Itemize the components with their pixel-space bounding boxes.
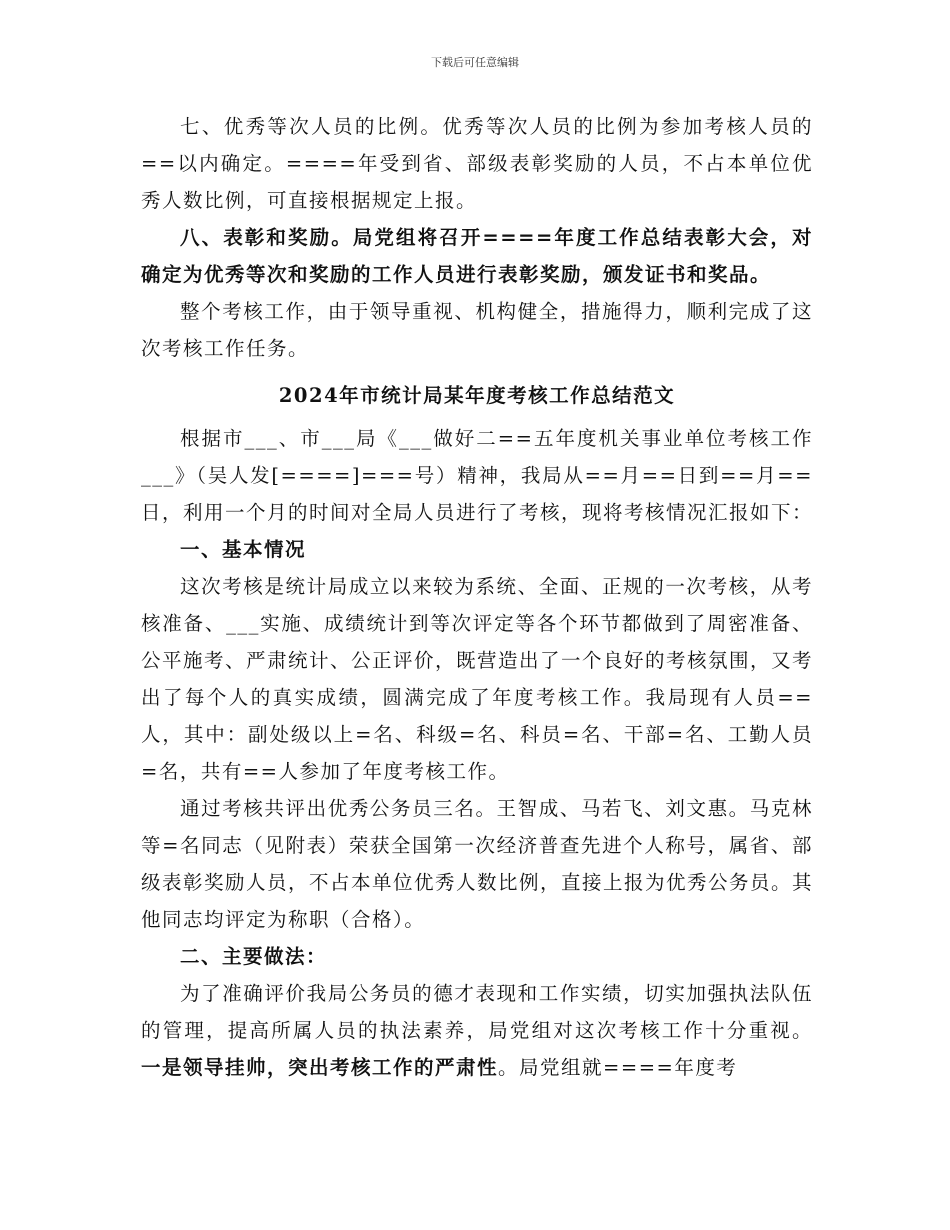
methods-text-intro: 为了准确评价我局公务员的德才表现和工作实绩，切实加强执法队伍的管理，提高所属人员的执法素养，局党组对这次考核工作十分重视。 (141, 982, 813, 1042)
page-header: 下载后可任意编辑 (431, 56, 519, 69)
paragraph-methods (141, 975, 813, 1086)
paragraph-conclusion: 整个考核工作，由于领导重视、机构健全，措施得力，顺利完成了这次考核工作任务。 (141, 300, 813, 360)
paragraph-evaluation-result: 通过考核共评出优秀公务员三名。王智成、马若飞、刘文惠。马克林等=名同志（见附表）荣获全国第一次经济普查先进个人称号，属省、部级表彰奖励人员，不占本单位优秀人数比例，直接上报为优秀公务员。其他同志均评定为称职（合格）。 (141, 797, 814, 931)
document-body (141, 108, 813, 1086)
section-heading-basic: 一、基本情况 (180, 538, 307, 561)
paragraph-commendation: 八、表彰和奖励。局党组将召开====年度工作总结表彰大会，对确定为优秀等次和奖励的工作人员进行表彰奖励，颁发证书和奖品。 (141, 226, 813, 286)
section-heading-methods: 二、主要做法： (180, 945, 328, 968)
methods-text-tail: 。局党组就====年度考 (498, 1056, 738, 1079)
methods-text-bold: 一是领导挂帅，突出考核工作的严肃性 (141, 1056, 499, 1079)
document-title: 2024年市统计局某年度考核工作总结范文 (278, 384, 676, 407)
paragraph-basic-situation: 这次考核是统计局成立以来较为系统、全面、正规的一次考核，从考核准备、___实施、成绩统计到等次评定等各个环节都做到了周密准备、公平施考、严肃统计、公正评价，既营造出了一个良好的考核氛围，又考出了每个人的真实成绩，圆满完成了年度考核工作。我局现有人员==人，其中：副处级以上=名、科级=名、科员=名、干部=名、工勤人员=名，共有==人参加了年度考核工作。 (141, 575, 814, 783)
paragraph-intro: 根据市___、市___局《___做好二==五年度机关事业单位考核工作___》（吴人发[====]===号）精神，我局从==月==日到==月==日，利用一个月的时间对全局人员进行了考核，现将考核情况汇报如下： (141, 427, 814, 524)
paragraph-excellent-ratio: 七、优秀等次人员的比例。优秀等次人员的比例为参加考核人员的==以内确定。====年受到省、部级表彰奖励的人员，不占本单位优秀人数比例，可直接根据规定上报。 (141, 115, 813, 212)
